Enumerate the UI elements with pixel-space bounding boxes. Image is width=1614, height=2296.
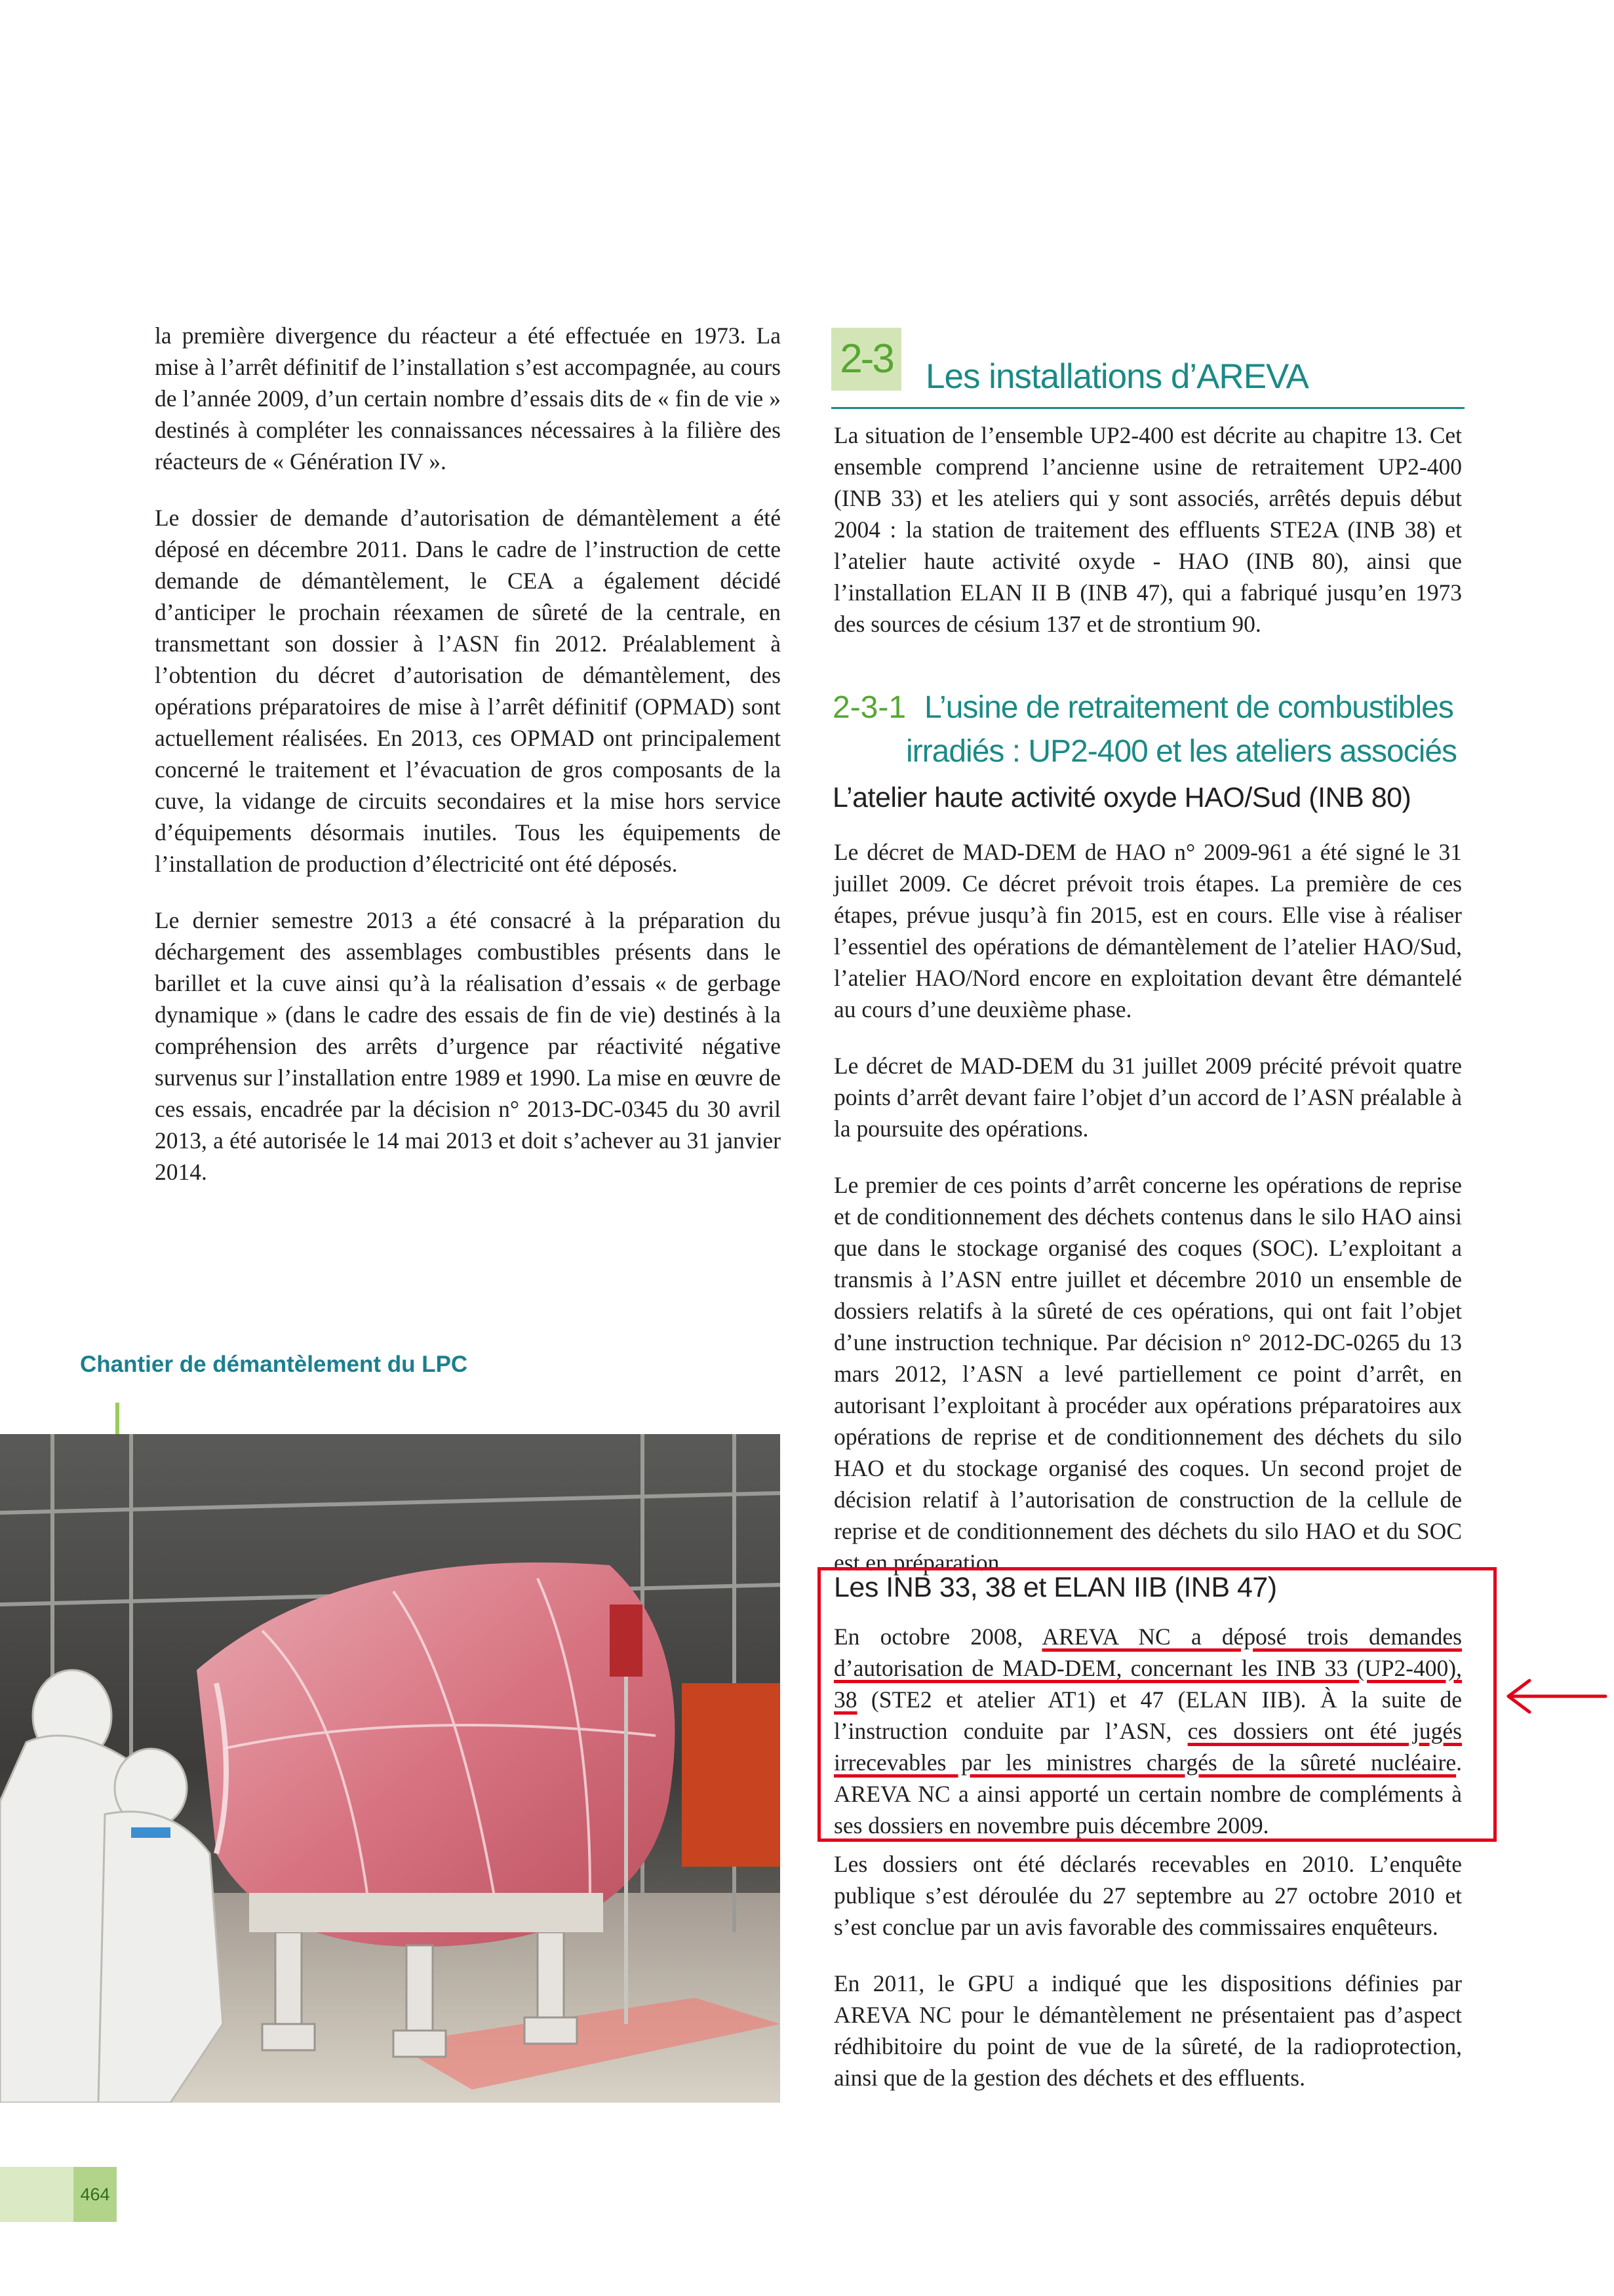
- paragraph: Les dossiers ont été déclarés recevables en 2010. L’enquête publique s’est déroulée du 27 septembre au 27 octobre 2010 et s’est conclue par un avis favorable des commissaires enquêteurs.: [834, 1851, 1462, 1940]
- paragraph: Le dernier semestre 2013 a été consacré à la préparation du déchargement des assemblages combustibles présents dans le barillet et la cuve ainsi qu’à la réalisation d’essais « de gerbage dynamique » (dans le cadre des essais de fin de vie) destinés à la compréhension des arrêts d’urgence par réactivité négative survenus sur l’installation entre 1989 et 1990. La mise en œuvre de ces essais, encadrée par la décision n° 2013-DC-0345 du 30 avril 2013, a été autorisée le 14 mai 2013 et doit s’achever au 31 janvier 2014.: [155, 907, 781, 1185]
- paragraph: la première divergence du réacteur a été effectuée en 1973. La mise à l’arrêt définitif de l’installation s’est accompagnée, au cours de l’année 2009, d’un certain nombre d’essais dits de « fin de vie » destinés à compléter les connaissances nécessaires à la filière des réacteurs de « Génération IV ».: [155, 322, 781, 475]
- section-number: 2-3: [831, 328, 901, 391]
- section-heading: [831, 328, 1465, 413]
- paragraph: En 2011, le GPU a indiqué que les dispositions définies par AREVA NC pour le démantèlement ne présentaient pas d’aspect rédhibitoire du point de vue de la sûreté, de la radioprotection, ainsi que de la gestion des déchets et des effluents.: [834, 1970, 1462, 2091]
- inb-heading: Les INB 33, 38 et ELAN IIB (INB 47): [834, 1572, 1277, 1603]
- paragraph: La situation de l’ensemble UP2-400 est décrite au chapitre 13. Cet ensemble comprend l’ancienne usine de retraitement UP2-400 (INB 33) et les ateliers qui y sont associés, arrêtés depuis début 2004 : la station de traitement des effluents STE2A (INB 38) et l’atelier haute activité oxyde - HAO (INB 80), ainsi que l’installation ELAN II B (INB 47), qui a fabriqué jusqu’en 1973 des sources de césium 137 et de strontium 90.: [834, 422, 1462, 637]
- subsection-number: 2-3-1: [833, 690, 907, 725]
- subsection-title-line1: L’usine de retraitement de combustibles: [924, 690, 1453, 725]
- paragraph: Le dossier de demande d’autorisation de démantèlement a été déposé en décembre 2011. Dans le cadre de l’instruction de cette demande de démantèlement, le CEA a également décidé d’anticiper le prochain réexamen de sûreté de la centrale, en transmettant son dossier à l’ASN fin 2012. Préalablement à l’obtention du décret d’autorisation de démantèlement, des opérations préparatoires de mise à l’arrêt définitif (OPMAD) sont actuellement réalisées. En 2013, ces OPMAD ont principalement concerné le traitement et l’évacuation de gros composants de la cuve, la vidange de circuits secondaires et la mise hors service d’équipements désormais inutiles. Tous les équipements de l’installation de production d’électricité ont été déposés.: [155, 505, 781, 877]
- dismantling-site-photo: [0, 1434, 780, 2103]
- text-run: (STE2 et atelier AT1) et 47 (ELAN IIB). À la suite de l’instruction conduite par l’ASN,: [834, 1686, 1462, 1744]
- highlighted-paragraph: [834, 1621, 1462, 1841]
- right-column-intro: [834, 419, 1462, 665]
- section-title: Les installations d’AREVA: [926, 357, 1309, 396]
- text-run: En octobre 2008,: [834, 1624, 1042, 1650]
- left-arrow-icon: [1503, 1677, 1608, 1716]
- paragraph: Le décret de MAD-DEM de HAO n° 2009-961 a été signé le 31 juillet 2009. Ce décret prévoit trois étapes. La première de ces étapes, prévue jusqu’à fin 2015, est en cours. Elle vise à réaliser l’essentiel des opérations de démantèlement de l’atelier HAO/Sud, l’atelier HAO/Nord encore en exploitation devant être démantelé au cours d’une deuxième phase.: [834, 839, 1462, 1022]
- underlined-text: AREVA NC a déposé trois demandes d’autorisation de MAD-DEM, concernant les INB 33 (UP2-400), 38: [834, 1624, 1462, 1713]
- paragraph: Le décret de MAD-DEM du 31 juillet 2009 précité prévoit quatre points d’arrêt devant faire l’objet d’un accord de l’ASN préalable à la poursuite des opérations.: [834, 1053, 1462, 1142]
- hao-section: [834, 836, 1462, 1603]
- inb-followup: [834, 1848, 1462, 2118]
- section-rule: [831, 407, 1465, 409]
- underlined-text: ces dossiers ont été jugés irrecevables par les ministres chargés de la sûreté nucléaire: [834, 1718, 1462, 1776]
- page-number: 464: [73, 2167, 117, 2222]
- text-run: . AREVA NC a ainsi apporté un certain nombre de compléments à ses dossiers en novembre puis décembre 2009.: [834, 1749, 1462, 1839]
- left-column: [155, 320, 781, 1213]
- hao-heading: L’atelier haute activité oxyde HAO/Sud (INB 80): [833, 782, 1411, 813]
- paragraph: Le premier de ces points d’arrêt concerne les opérations de reprise et de conditionnement des déchets contenus dans le silo HAO ainsi que dans le stockage organisé des coques (SOC). L’exploitant a transmis à l’ASN entre juillet et décembre 2010 un ensemble de dossiers relatifs à la sûreté de ces opérations, qui ont fait l’objet d’une instruction technique. Par décision n° 2012-DC-0265 du 13 mars 2012, l’ASN a levé partiellement ce point d’arrêt, en autorisant l’exploitant à procéder aux opérations préparatoires aux opérations de reprise et de conditionnement des déchets du silo HAO et du stockage organisé des coques. Un second projet de décision relatif à l’autorisation de construction de la cellule de reprise et de conditionnement des déchets du silo HAO et du SOC est en préparation.: [834, 1172, 1462, 1576]
- subsection-title-line2: irradiés : UP2-400 et les ateliers associés: [906, 734, 1457, 769]
- photo-caption: Chantier de démantèlement du LPC: [80, 1352, 468, 1377]
